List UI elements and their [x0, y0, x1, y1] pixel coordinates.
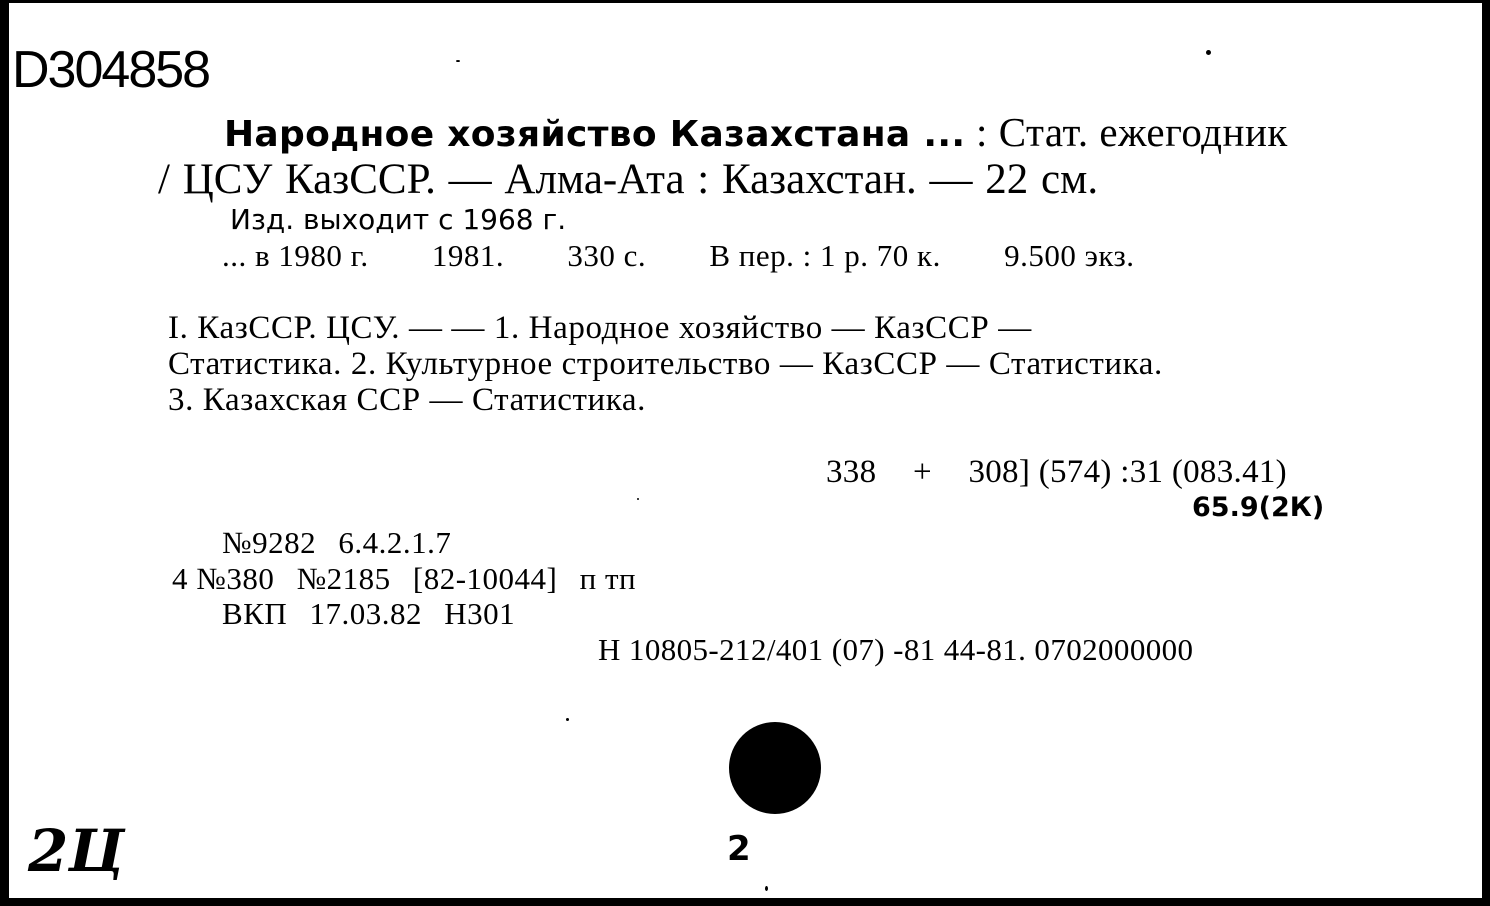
- udc-part: 338: [826, 454, 877, 490]
- handwritten-mark-center: 2: [727, 829, 751, 869]
- code-part: [82-10044]: [412, 561, 558, 596]
- udc-index: [826, 456, 1287, 489]
- card-bottom-edge: [0, 898, 1490, 906]
- code-part: ВКП: [222, 596, 288, 631]
- title-line: [224, 109, 1288, 155]
- publication-note: Изд. выходит с 1968 г.: [230, 203, 567, 236]
- scan-speck: [1206, 50, 1211, 55]
- scan-speck: [456, 60, 460, 62]
- subject-tracings: [168, 310, 1163, 418]
- responsibility-line: / ЦСУ КазССР. — Алма-Ата : Казахстан. — 22 см.: [158, 156, 1099, 203]
- code-part: Н301: [444, 596, 516, 631]
- udc-part: 308] (574) :31 (083.41): [968, 454, 1287, 490]
- punch-hole: [729, 722, 821, 814]
- scan-speck: [765, 886, 768, 891]
- control-code-line-3: [222, 598, 515, 629]
- card-number: D304858: [12, 41, 210, 99]
- code-part: 4 №380: [172, 561, 275, 596]
- tracing-line: I. КазССР. ЦСУ. — — 1. Народное хозяйство — КазССР —: [168, 310, 1032, 346]
- code-part: 17.03.82: [309, 596, 422, 631]
- code-part: п тп: [579, 561, 637, 596]
- title-subtitle: : Стат. ежегодник: [965, 109, 1288, 155]
- card-left-edge: [0, 0, 9, 906]
- tracing-line: 3. Казахская ССР — Статистика.: [168, 382, 647, 418]
- pub-price: В пер. : 1 р. 70 к.: [709, 238, 941, 273]
- pub-year: 1981.: [431, 238, 505, 273]
- title-main: Народное хозяйство Казахстана ...: [224, 114, 966, 155]
- price-code: Н 10805-212/401 (07) -81 44-81. 0702000000: [598, 632, 1194, 667]
- pub-copies: 9.500 экз.: [1004, 238, 1135, 273]
- card-top-edge: [0, 0, 1490, 3]
- control-code-line-1: [222, 527, 451, 558]
- bbk-index: 65.9(2К): [1192, 492, 1325, 523]
- code-part: №2185: [296, 561, 391, 596]
- pub-year-note: ... в 1980 г.: [222, 238, 369, 273]
- pub-pages: 330 с.: [567, 238, 647, 273]
- publication-details: [222, 240, 1135, 271]
- udc-part: +: [912, 454, 932, 490]
- scan-speck: [637, 498, 639, 500]
- handwritten-mark-left: 2Ц: [28, 817, 125, 885]
- scan-speck: [566, 718, 569, 721]
- tracing-line: Статистика. 2. Культурное строительство — КазССР — Статистика.: [168, 346, 1163, 382]
- code-part: 6.4.2.1.7: [338, 525, 452, 560]
- code-part: №9282: [222, 525, 317, 560]
- control-code-line-2: [172, 563, 636, 594]
- card-right-edge: [1482, 0, 1490, 906]
